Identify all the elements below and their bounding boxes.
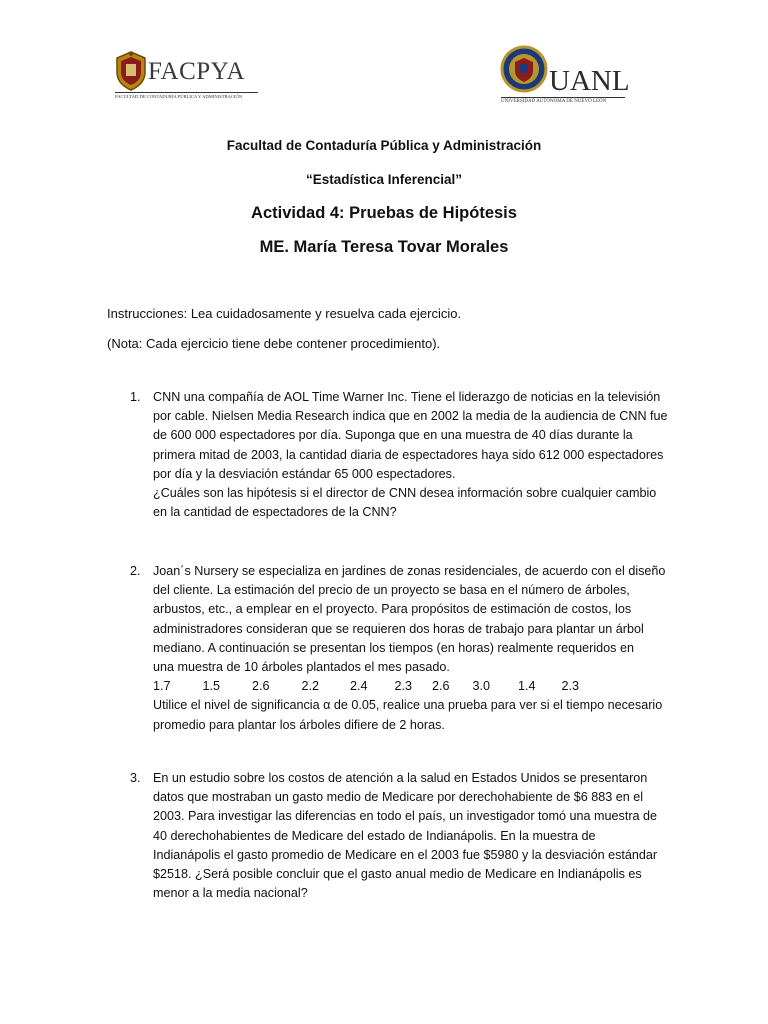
facpya-logo bbox=[112, 48, 260, 104]
exercise-line: CNN una compañía de AOL Time Warner Inc. Tiene el liderazgo de noticias en la televisión bbox=[153, 390, 661, 404]
sample-value: 1.5 bbox=[202, 679, 221, 694]
exercise-line: Indianápolis el gasto promedio de Medicare en el 2003 fue $5980 y la desviación estándar bbox=[153, 847, 658, 862]
exercise-line: En un estudio sobre los costos de atención a la salud en Estados Unidos se presentaron bbox=[153, 771, 648, 785]
exercise-line: arbustos, etc., a emplear en el proyecto. Para propósitos de estimación de costos, los bbox=[153, 602, 632, 617]
exercise-line: Joan´s Nursery se especializa en jardines de zonas residenciales, de acuerdo con el diseño bbox=[153, 564, 666, 578]
sample-values bbox=[153, 677, 673, 696]
sample-value: 2.3 bbox=[394, 679, 413, 694]
exercise-line: datos que mostraban un gasto medio de Medicare por derechohabiente de $6 883 en el bbox=[153, 790, 644, 805]
sample-value: 1.4 bbox=[518, 679, 536, 694]
course-title: “Estadística Inferencial” bbox=[305, 172, 463, 187]
exercise-line: primera mitad de 2003, la cantidad diaria de espectadores haya sido 612 000 espectadores bbox=[153, 447, 664, 462]
exercise-line: $2518. ¿Será posible concluir que el gasto anual medio de Medicare en Indianápolis es bbox=[153, 867, 642, 882]
sample-value: 2.4 bbox=[350, 679, 368, 694]
sample-value: 2.3 bbox=[561, 679, 580, 694]
uanl-seal-icon bbox=[500, 44, 548, 94]
sample-value: 3.0 bbox=[472, 679, 491, 694]
exercise-line: por día y la desviación estándar 65 000 espectadores. bbox=[153, 466, 456, 481]
exercise-line: menor a la media nacional? bbox=[153, 886, 308, 901]
exercise-line: mediano. A continuación se presentan los tiempos (en horas) realmente requeridos en bbox=[153, 640, 634, 655]
uanl-logo bbox=[498, 42, 628, 108]
exercise-line: Utilice el nivel de significancia α de 0.05, realice una prueba para ver si el tiempo necesario bbox=[153, 698, 663, 713]
uanl-subtitle: UNIVERSIDAD AUTÓNOMA DE NUEVO LEÓN bbox=[501, 97, 625, 104]
activity-title: Actividad 4: Pruebas de Hipótesis bbox=[251, 204, 517, 222]
exercise-line: ¿Cuáles son las hipótesis si el director de CNN desea información sobre cualquier cambio bbox=[153, 486, 657, 501]
teacher-name: ME. María Teresa Tovar Morales bbox=[259, 238, 509, 256]
exercise-line: 2003. Para investigar las diferencias en todo el país, un investigador tomó una muestra de bbox=[153, 809, 658, 824]
exercise-line: promedio para plantar los árboles difiere de 2 horas. bbox=[153, 717, 445, 732]
facpya-crest-icon bbox=[114, 50, 148, 92]
instructions: Instrucciones: Lea cuidadosamente y resuelva cada ejercicio. bbox=[107, 306, 462, 321]
exercise-number: 3. bbox=[130, 771, 141, 785]
exercise-line: administradores consideran que se requieren dos horas de trabajo para plantar un árbol bbox=[153, 621, 644, 636]
exercise-line: 40 derechohabientes de Medicare del estado de Indianápolis. En la muestra de bbox=[153, 828, 596, 843]
exercise-line: en la cantidad de espectadores de la CNN? bbox=[153, 505, 397, 520]
exercise-line: una muestra de 10 árboles plantados el mes pasado. bbox=[153, 660, 450, 675]
exercise-number: 1. bbox=[130, 390, 141, 404]
faculty-title: Facultad de Contaduría Pública y Administración bbox=[226, 138, 542, 153]
exercise-number: 2. bbox=[130, 564, 141, 578]
exercise-line: de 600 000 espectadores por día. Suponga que en una muestra de 40 días durante la bbox=[153, 428, 633, 443]
facpya-wordmark: FACPYA bbox=[148, 58, 246, 85]
facpya-subtitle: FACULTAD DE CONTADURÍA PÚBLICA Y ADMINISTRACIÓN bbox=[115, 92, 258, 99]
exercise-line: por cable. Nielsen Media Research indica que en 2002 la media de la audiencia de CNN fue bbox=[153, 409, 668, 424]
sample-value: 2.2 bbox=[301, 679, 320, 694]
sample-value: 2.6 bbox=[432, 679, 450, 694]
exercise-line: del cliente. La estimación del precio de un proyecto se basa en el número de árboles, bbox=[153, 583, 630, 598]
sample-value: 2.6 bbox=[252, 679, 270, 694]
uanl-wordmark: UANL bbox=[549, 65, 630, 97]
exercise-text bbox=[153, 769, 673, 903]
exercise-text bbox=[153, 388, 673, 522]
sample-value: 1.7 bbox=[153, 679, 171, 694]
note: (Nota: Cada ejercicio tiene debe contener procedimiento). bbox=[107, 336, 441, 351]
exercise-text bbox=[153, 562, 673, 735]
